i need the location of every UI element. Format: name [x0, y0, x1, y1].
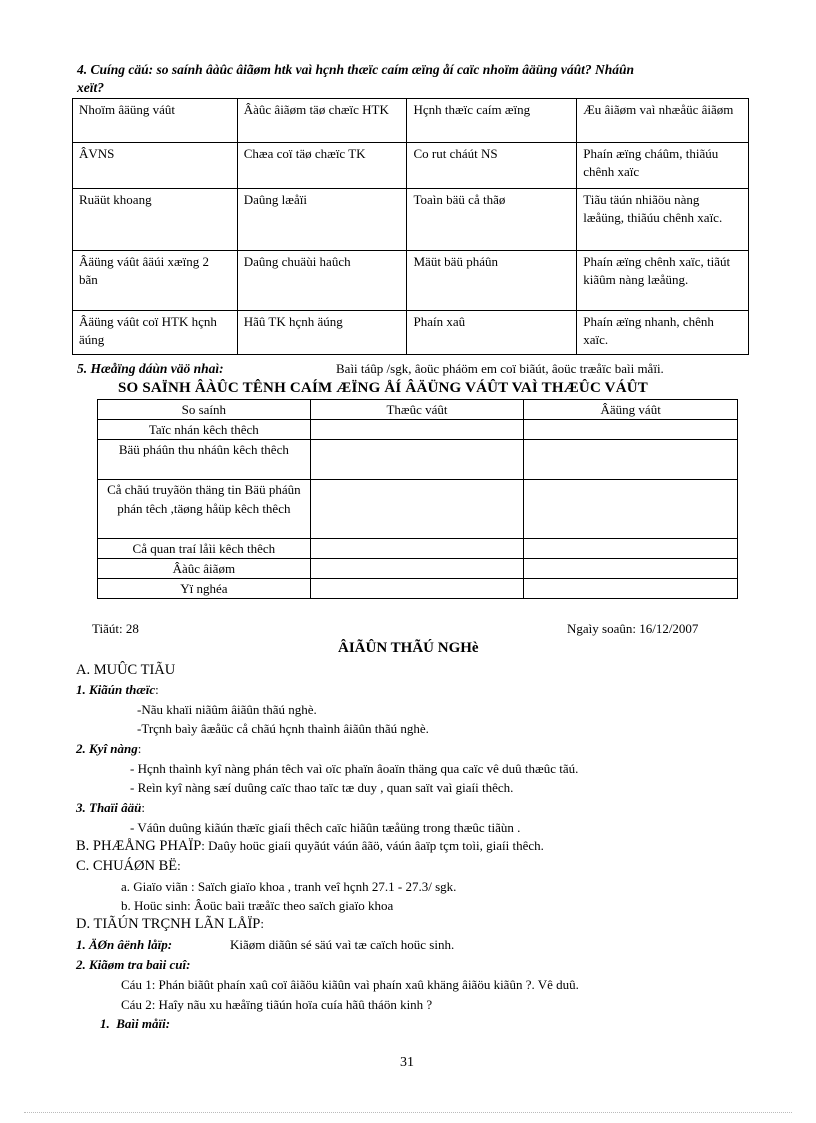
section-a3-title: 3. Thaïi âäü — [76, 800, 142, 815]
table-row — [98, 440, 738, 480]
section-d1-title: 1. ÄØn âënh låïp: — [76, 937, 173, 952]
table-cell: Yï nghéa — [98, 579, 311, 599]
table-header-cell: Âàûc âiãøm täø chæïc HTK — [237, 99, 407, 143]
section-d1-text: Kiãøm diãûn sé säú vaì tæ caïch hoüc sinh. — [230, 937, 455, 952]
section-d — [76, 916, 264, 933]
section-a2-title: 2. Kyî nàng — [76, 741, 138, 756]
section-a-heading: A. MUÛC TIÃU — [76, 662, 176, 678]
table-row — [73, 311, 749, 355]
lesson-title: ÂIÃÛN THÃÚ NGHè — [338, 640, 479, 656]
table-cell: Âäüng váût âäúi xæïng 2 bãn — [73, 251, 238, 311]
table-cell: Phaín æïng chênh xaïc, tiãút kiãûm nàng læåüng. — [577, 251, 749, 311]
section-a2-heading — [76, 741, 141, 757]
section-a1-colon: : — [155, 682, 159, 697]
nervous-system-table — [72, 98, 749, 355]
table-cell: ÂVNS — [73, 143, 238, 189]
section-d1-heading — [76, 937, 172, 953]
lesson-period: Tiãút: 28 — [92, 621, 139, 636]
table-cell: Âàûc âiãøm — [98, 559, 311, 579]
table-cell: Phaín æïng nhanh, chênh xaïc. — [577, 311, 749, 355]
table-cell: Cå quan traí låìi kêch thêch — [98, 539, 311, 559]
table-row — [98, 559, 738, 579]
page-number: 31 — [400, 1055, 414, 1070]
section-b-text: : Daûy hoüc giaíi quyãút váún âãö, váún âaïp tçm toìi, giaíi thêch. — [201, 838, 544, 853]
table-cell: Hãû TK hçnh äúng — [237, 311, 407, 355]
table-cell: Phaín æïng cháûm, thiãúu chênh xaïc — [577, 143, 749, 189]
section-d3-heading — [100, 1016, 170, 1032]
section-b — [76, 838, 544, 855]
table-row — [73, 189, 749, 251]
section4-heading-cont: xeït? — [77, 80, 104, 95]
list-item: - Reìn kyî nàng sæí duûng caïc thao taïc tæ duy , quan saït vaì giaíi thêch. — [130, 780, 514, 795]
list-item: a. Giaïo viãn : Saïch giaïo khoa , tranh veî hçnh 27.1 - 27.3/ sgk. — [121, 879, 457, 894]
section-d-heading: D. TIÃÚN TRÇNH LÃN LÅÏP — [76, 916, 261, 932]
table-header-cell: Hçnh thæïc caím æïng — [407, 99, 577, 143]
section-d3-number: 1. — [100, 1016, 110, 1031]
section-b-heading: B. PHÆÅNG PHAÏP — [76, 838, 202, 854]
table-cell: Chæa coï täø chæïc TK — [237, 143, 407, 189]
table-row — [73, 143, 749, 189]
table-row — [98, 539, 738, 559]
section5-text: Baìi táûp /sgk, âoüc pháöm em coï biãút, âoüc træåïc baìi måïi. — [336, 361, 664, 376]
comparison-table — [97, 399, 738, 599]
table-header-cell: Æu âiãøm vaì nhæåüc âiãøm — [577, 99, 749, 143]
section-a3-heading — [76, 800, 145, 816]
section-d2-heading: 2. Kiãøm tra baìi cuî: — [76, 957, 191, 972]
table-row — [98, 480, 738, 539]
table-cell: Toaìn bäü cå thãø — [407, 189, 577, 251]
section-c-colon: : — [177, 858, 181, 873]
section-a1-title: 1. Kiãún thæïc — [76, 682, 156, 697]
list-item: Cáu 1: Phán biãût phaín xaû coï âiãöu kiãûn vaì phaín xaû khäng âiãöu kiãûn ?. Vê duû. — [121, 977, 579, 992]
section-c — [76, 858, 181, 875]
table-cell: Taïc nhán kêch thêch — [98, 420, 311, 440]
section-d3-title: Baìi måïi: — [116, 1016, 171, 1031]
table-header-cell: Âäüng váût — [524, 400, 738, 420]
table-cell: Tiãu täún nhiãöu nàng læåüng, thiãúu chênh xaïc. — [577, 189, 749, 251]
page-bottom-divider — [24, 1112, 792, 1113]
table-header-cell: Thæûc váût — [310, 400, 524, 420]
list-item: -Nãu khaïi niãûm âiãûn thãú nghè. — [137, 702, 317, 717]
table-cell: Cå chãú truyãön thäng tin Bäü pháûn phán têch ,täøng håüp kêch thêch — [98, 480, 311, 539]
table-cell: Âäüng váût coï HTK hçnh äúng — [73, 311, 238, 355]
section-a3-colon: : — [141, 800, 145, 815]
table-row — [98, 420, 738, 440]
table-header-row — [98, 400, 738, 420]
table-cell: Phaín xaû — [407, 311, 577, 355]
table-cell: Ruäüt khoang — [73, 189, 238, 251]
table-cell: Co rut cháút NS — [407, 143, 577, 189]
section-a1-heading — [76, 682, 159, 698]
list-item: b. Hoüc sinh: Âoüc baìi træåïc theo saïch giaïo khoa — [121, 898, 394, 913]
list-item: -Trçnh baìy âæåüc cå chãú hçnh thaình âiãûn thãú nghè. — [137, 721, 429, 736]
section5-heading: 5. Hæåïng dáùn väö nhaì: — [77, 361, 224, 376]
section4-heading: 4. Cuíng cäú: so saính âàûc âiãøm htk vaì hçnh thæïc caím æïng åí caïc nhoïm âäüng váût? Nháûn — [77, 62, 634, 77]
table-row — [98, 579, 738, 599]
section-c-heading: C. CHUÁØN BË — [76, 858, 178, 874]
table-header-cell: So saính — [98, 400, 311, 420]
table-header-row — [73, 99, 749, 143]
list-item: - Váûn duûng kiãún thæïc giaíi thêch caïc hiãûn tæåüng trong thæûc tiãùn . — [130, 820, 521, 835]
lesson-date: Ngaìy soaûn: 16/12/2007 — [567, 621, 699, 636]
list-item: - Hçnh thaình kyî nàng phán têch vaì oïc phaïn âoaïn thäng qua caïc vê duû thæûc tãú. — [130, 761, 579, 776]
comparison-table-title: SO SAÏNH ÂÀÛC TÊNH CAÍM ÆÏNG ÅÍ ÂÄÜNG VÁÛT VAÌ THÆÛC VÁÛT — [118, 380, 648, 396]
table-cell: Bäü pháûn thu nháûn kêch thêch — [98, 440, 311, 480]
section-d-colon: : — [260, 916, 264, 931]
table-header-cell: Nhoïm âäüng váût — [73, 99, 238, 143]
table-cell: Daûng læåïi — [237, 189, 407, 251]
section-a2-colon: : — [137, 741, 142, 756]
list-item: Cáu 2: Haîy nãu xu hæåïng tiãún hoïa cuía hãû tháön kinh ? — [121, 997, 433, 1012]
table-row — [73, 251, 749, 311]
table-cell: Daûng chuäùi haûch — [237, 251, 407, 311]
table-cell: Mäüt bäü pháûn — [407, 251, 577, 311]
